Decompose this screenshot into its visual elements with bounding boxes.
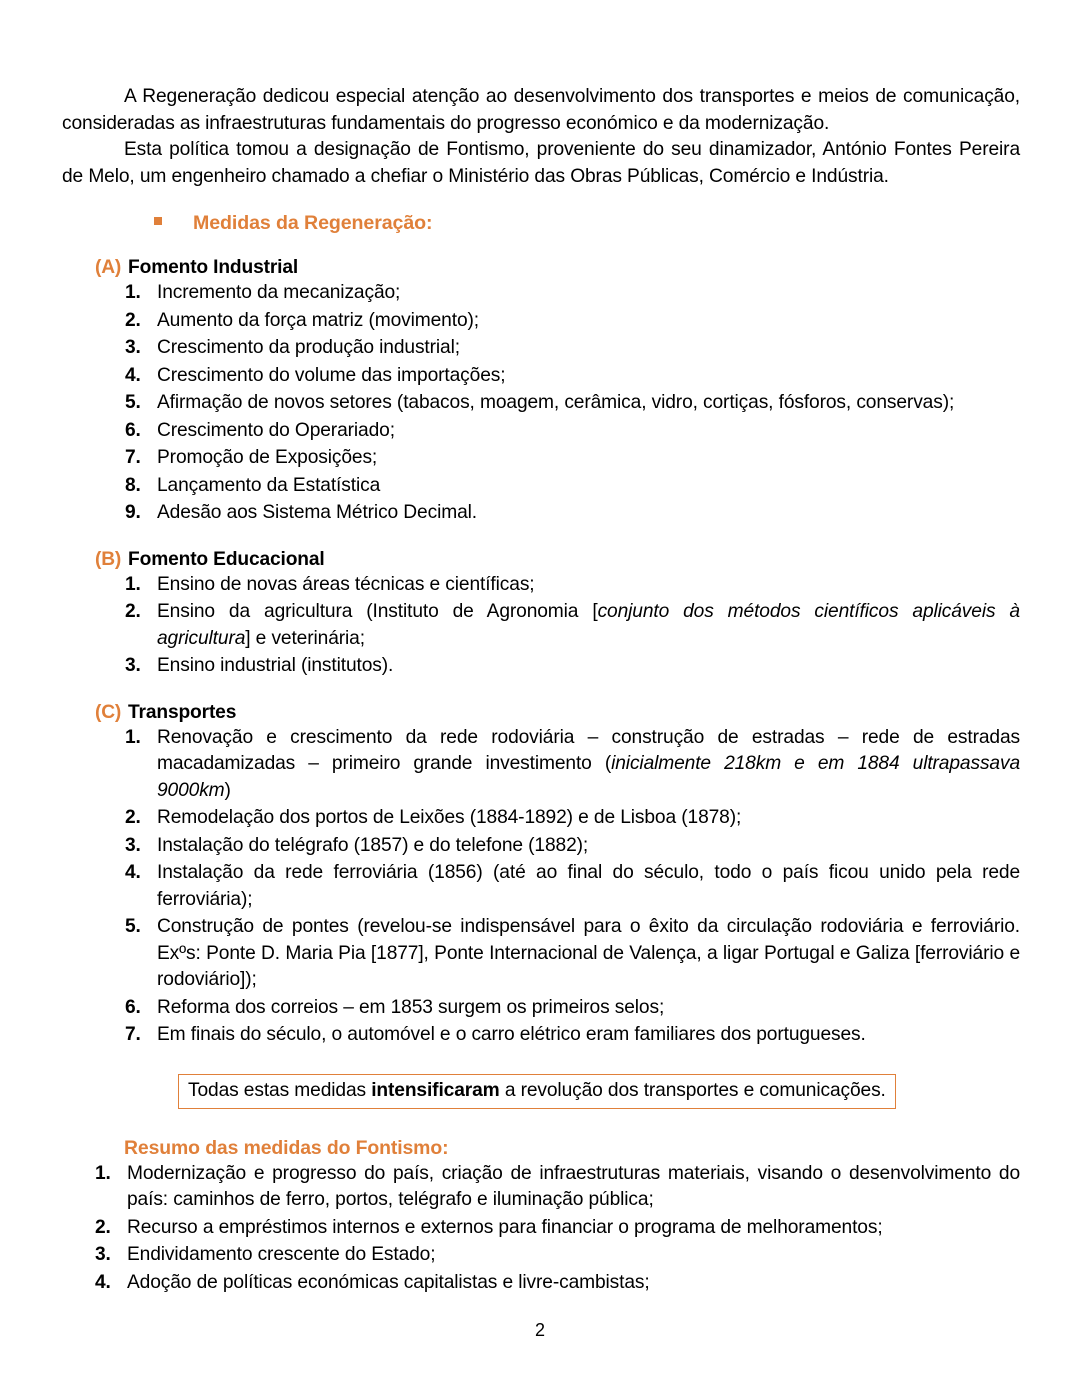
item-text-before: Ensino da agricultura (Instituto de Agronomia [ bbox=[157, 601, 598, 622]
group-b-letter: (B) bbox=[95, 548, 122, 570]
item-number: 2. bbox=[125, 601, 141, 622]
item-text: Incremento da mecanização; bbox=[157, 282, 401, 303]
measures-heading-label: Medidas da Regeneração: bbox=[193, 212, 433, 234]
intro-paragraph-1: A Regeneração dedicou especial atenção ao desenvolvimento dos transportes e meios de comunicação, consideradas as infraestruturas fundamentais do progresso económico e da modernização. bbox=[62, 86, 1020, 134]
item-text: Reforma dos correios – em 1853 surgem os primeiros selos; bbox=[157, 996, 665, 1018]
group-a-title bbox=[62, 257, 1020, 279]
item-text: Crescimento da produção industrial; bbox=[157, 337, 460, 358]
item-text: Instalação da rede ferroviária (1856) (até ao final do século, todo o país ficou unido pela rede ferroviária); bbox=[157, 862, 1020, 910]
item-number: 5. bbox=[125, 916, 141, 937]
item-number: 4. bbox=[125, 862, 141, 883]
resumo-heading: Resumo das medidas do Fontismo: bbox=[124, 1136, 449, 1159]
list-item bbox=[62, 335, 1020, 362]
callout-text-bold: intensificaram bbox=[371, 1079, 500, 1101]
list-item bbox=[62, 390, 1020, 417]
group-c-letter: (C) bbox=[95, 701, 122, 723]
item-text-italic: conjunto dos métodos científicos aplicáveis à agricultura bbox=[157, 601, 1020, 649]
list-item bbox=[62, 1161, 1020, 1214]
list-item bbox=[62, 572, 1020, 599]
item-number: 5. bbox=[125, 392, 141, 413]
item-number: 3. bbox=[95, 1244, 111, 1265]
item-text: Recurso a empréstimos internos e externos para financiar o programa de melhoramentos; bbox=[127, 1216, 883, 1238]
item-number: 1. bbox=[125, 282, 141, 303]
item-number: 7. bbox=[125, 447, 141, 468]
item-text: Remodelação dos portos de Leixões (1884-1892) e de Lisboa (1878); bbox=[157, 807, 742, 828]
item-number: 2. bbox=[125, 309, 141, 331]
intro-paragraph-2: Esta política tomou a designação de Fontismo, proveniente do seu dinamizador, António Fontes Pereira de Melo, um engenheiro chamado a chefiar o Ministério das Obras Públicas, Comércio e Indústria. bbox=[62, 139, 1020, 187]
callout-text-after: a revolução dos transportes e comunicações. bbox=[499, 1079, 886, 1101]
item-number: 8. bbox=[125, 474, 141, 496]
list-item bbox=[62, 805, 1020, 832]
document-body bbox=[62, 84, 1020, 1296]
list-item bbox=[62, 914, 1020, 994]
item-text: Adesão aos Sistema Métrico Decimal. bbox=[157, 502, 477, 523]
item-number: 3. bbox=[125, 655, 141, 676]
list-item bbox=[62, 308, 1020, 335]
group-b bbox=[62, 549, 1020, 680]
group-a-name: Fomento Industrial bbox=[128, 257, 299, 278]
list-item bbox=[62, 280, 1020, 307]
measures-heading bbox=[62, 212, 1020, 235]
item-number: 2. bbox=[95, 1216, 111, 1238]
item-text: Endividamento crescente do Estado; bbox=[127, 1244, 436, 1265]
resumo-list bbox=[62, 1161, 1020, 1297]
group-b-list bbox=[62, 572, 1020, 680]
group-b-title bbox=[62, 549, 1020, 571]
item-text: Afirmação de novos setores (tabacos, moagem, cerâmica, vidro, cortiças, fósforos, conservas); bbox=[157, 392, 955, 413]
item-number: 4. bbox=[125, 364, 141, 386]
item-text-before: Renovação e crescimento da rede rodoviária – construção de estradas – rede de estradas macadamizadas – primeiro grande investimento ( bbox=[157, 726, 1020, 774]
item-text: Em finais do século, o automóvel e o carro elétrico eram familiares dos portugueses. bbox=[157, 1024, 866, 1045]
list-item bbox=[62, 1242, 1020, 1269]
item-text: Promoção de Exposições; bbox=[157, 447, 378, 468]
group-c-title bbox=[62, 702, 1020, 724]
item-text: Crescimento do Operariado; bbox=[157, 419, 395, 441]
list-item bbox=[62, 995, 1020, 1022]
list-item bbox=[62, 445, 1020, 472]
item-number: 6. bbox=[125, 419, 141, 441]
item-text-italic: inicialmente 218km e em 1884 ultrapassava 9000km bbox=[157, 753, 1020, 801]
item-number: 1. bbox=[125, 573, 141, 595]
item-number: 4. bbox=[95, 1271, 111, 1293]
item-text: Aumento da força matriz (movimento); bbox=[157, 309, 479, 331]
item-text-after: ] e veterinária; bbox=[245, 627, 365, 649]
group-b-name: Fomento Educacional bbox=[128, 548, 325, 570]
group-c-list bbox=[62, 725, 1020, 1049]
list-item bbox=[62, 599, 1020, 652]
item-number: 6. bbox=[125, 996, 141, 1018]
item-number: 1. bbox=[95, 1162, 111, 1184]
item-number: 2. bbox=[125, 807, 141, 828]
list-item bbox=[62, 653, 1020, 680]
item-number: 9. bbox=[125, 502, 141, 523]
group-c bbox=[62, 702, 1020, 1049]
list-item bbox=[62, 1022, 1020, 1049]
item-number: 3. bbox=[125, 834, 141, 856]
item-text: Construção de pontes (revelou-se indispensável para o êxito da circulação rodoviária e ferroviário. Exºs: Ponte D. Maria Pia [1877], Ponte Internacional de Valença, a ligar Portugal e Galiza [ferroviário e rodoviário]); bbox=[157, 916, 1020, 990]
item-text: Ensino industrial (institutos). bbox=[157, 655, 394, 676]
group-a-list bbox=[62, 280, 1020, 527]
page-number: 2 bbox=[534, 1320, 545, 1340]
item-text: Crescimento do volume das importações; bbox=[157, 364, 506, 386]
list-item bbox=[62, 473, 1020, 500]
item-text: Modernização e progresso do país, criação de infraestruturas materiais, visando o desenvolvimento do país: caminhos de ferro, portos, telégrafo e iluminação pública; bbox=[127, 1162, 1020, 1210]
callout-box bbox=[178, 1074, 896, 1109]
list-item bbox=[62, 860, 1020, 913]
item-text: Instalação do telégrafo (1857) e do telefone (1882); bbox=[157, 834, 589, 856]
item-number: 1. bbox=[125, 726, 141, 748]
item-text: Ensino de novas áreas técnicas e científicas; bbox=[157, 573, 535, 595]
item-number: 7. bbox=[125, 1024, 141, 1045]
item-text: Lançamento da Estatística bbox=[157, 474, 381, 496]
list-item bbox=[62, 500, 1020, 527]
callout-text-before: Todas estas medidas bbox=[188, 1079, 372, 1101]
list-item bbox=[62, 833, 1020, 860]
group-c-name: Transportes bbox=[128, 701, 237, 723]
callout-container bbox=[62, 1074, 1020, 1109]
group-a-letter: (A) bbox=[95, 257, 122, 278]
list-item bbox=[62, 418, 1020, 445]
list-item bbox=[62, 1270, 1020, 1297]
square-bullet-icon bbox=[154, 217, 162, 225]
group-a bbox=[62, 257, 1020, 527]
item-text-after: ) bbox=[224, 779, 231, 801]
item-number: 3. bbox=[125, 337, 141, 358]
list-item bbox=[62, 1215, 1020, 1242]
list-item bbox=[62, 363, 1020, 390]
item-text: Adoção de políticas económicas capitalistas e livre-cambistas; bbox=[127, 1271, 650, 1293]
list-item bbox=[62, 725, 1020, 805]
